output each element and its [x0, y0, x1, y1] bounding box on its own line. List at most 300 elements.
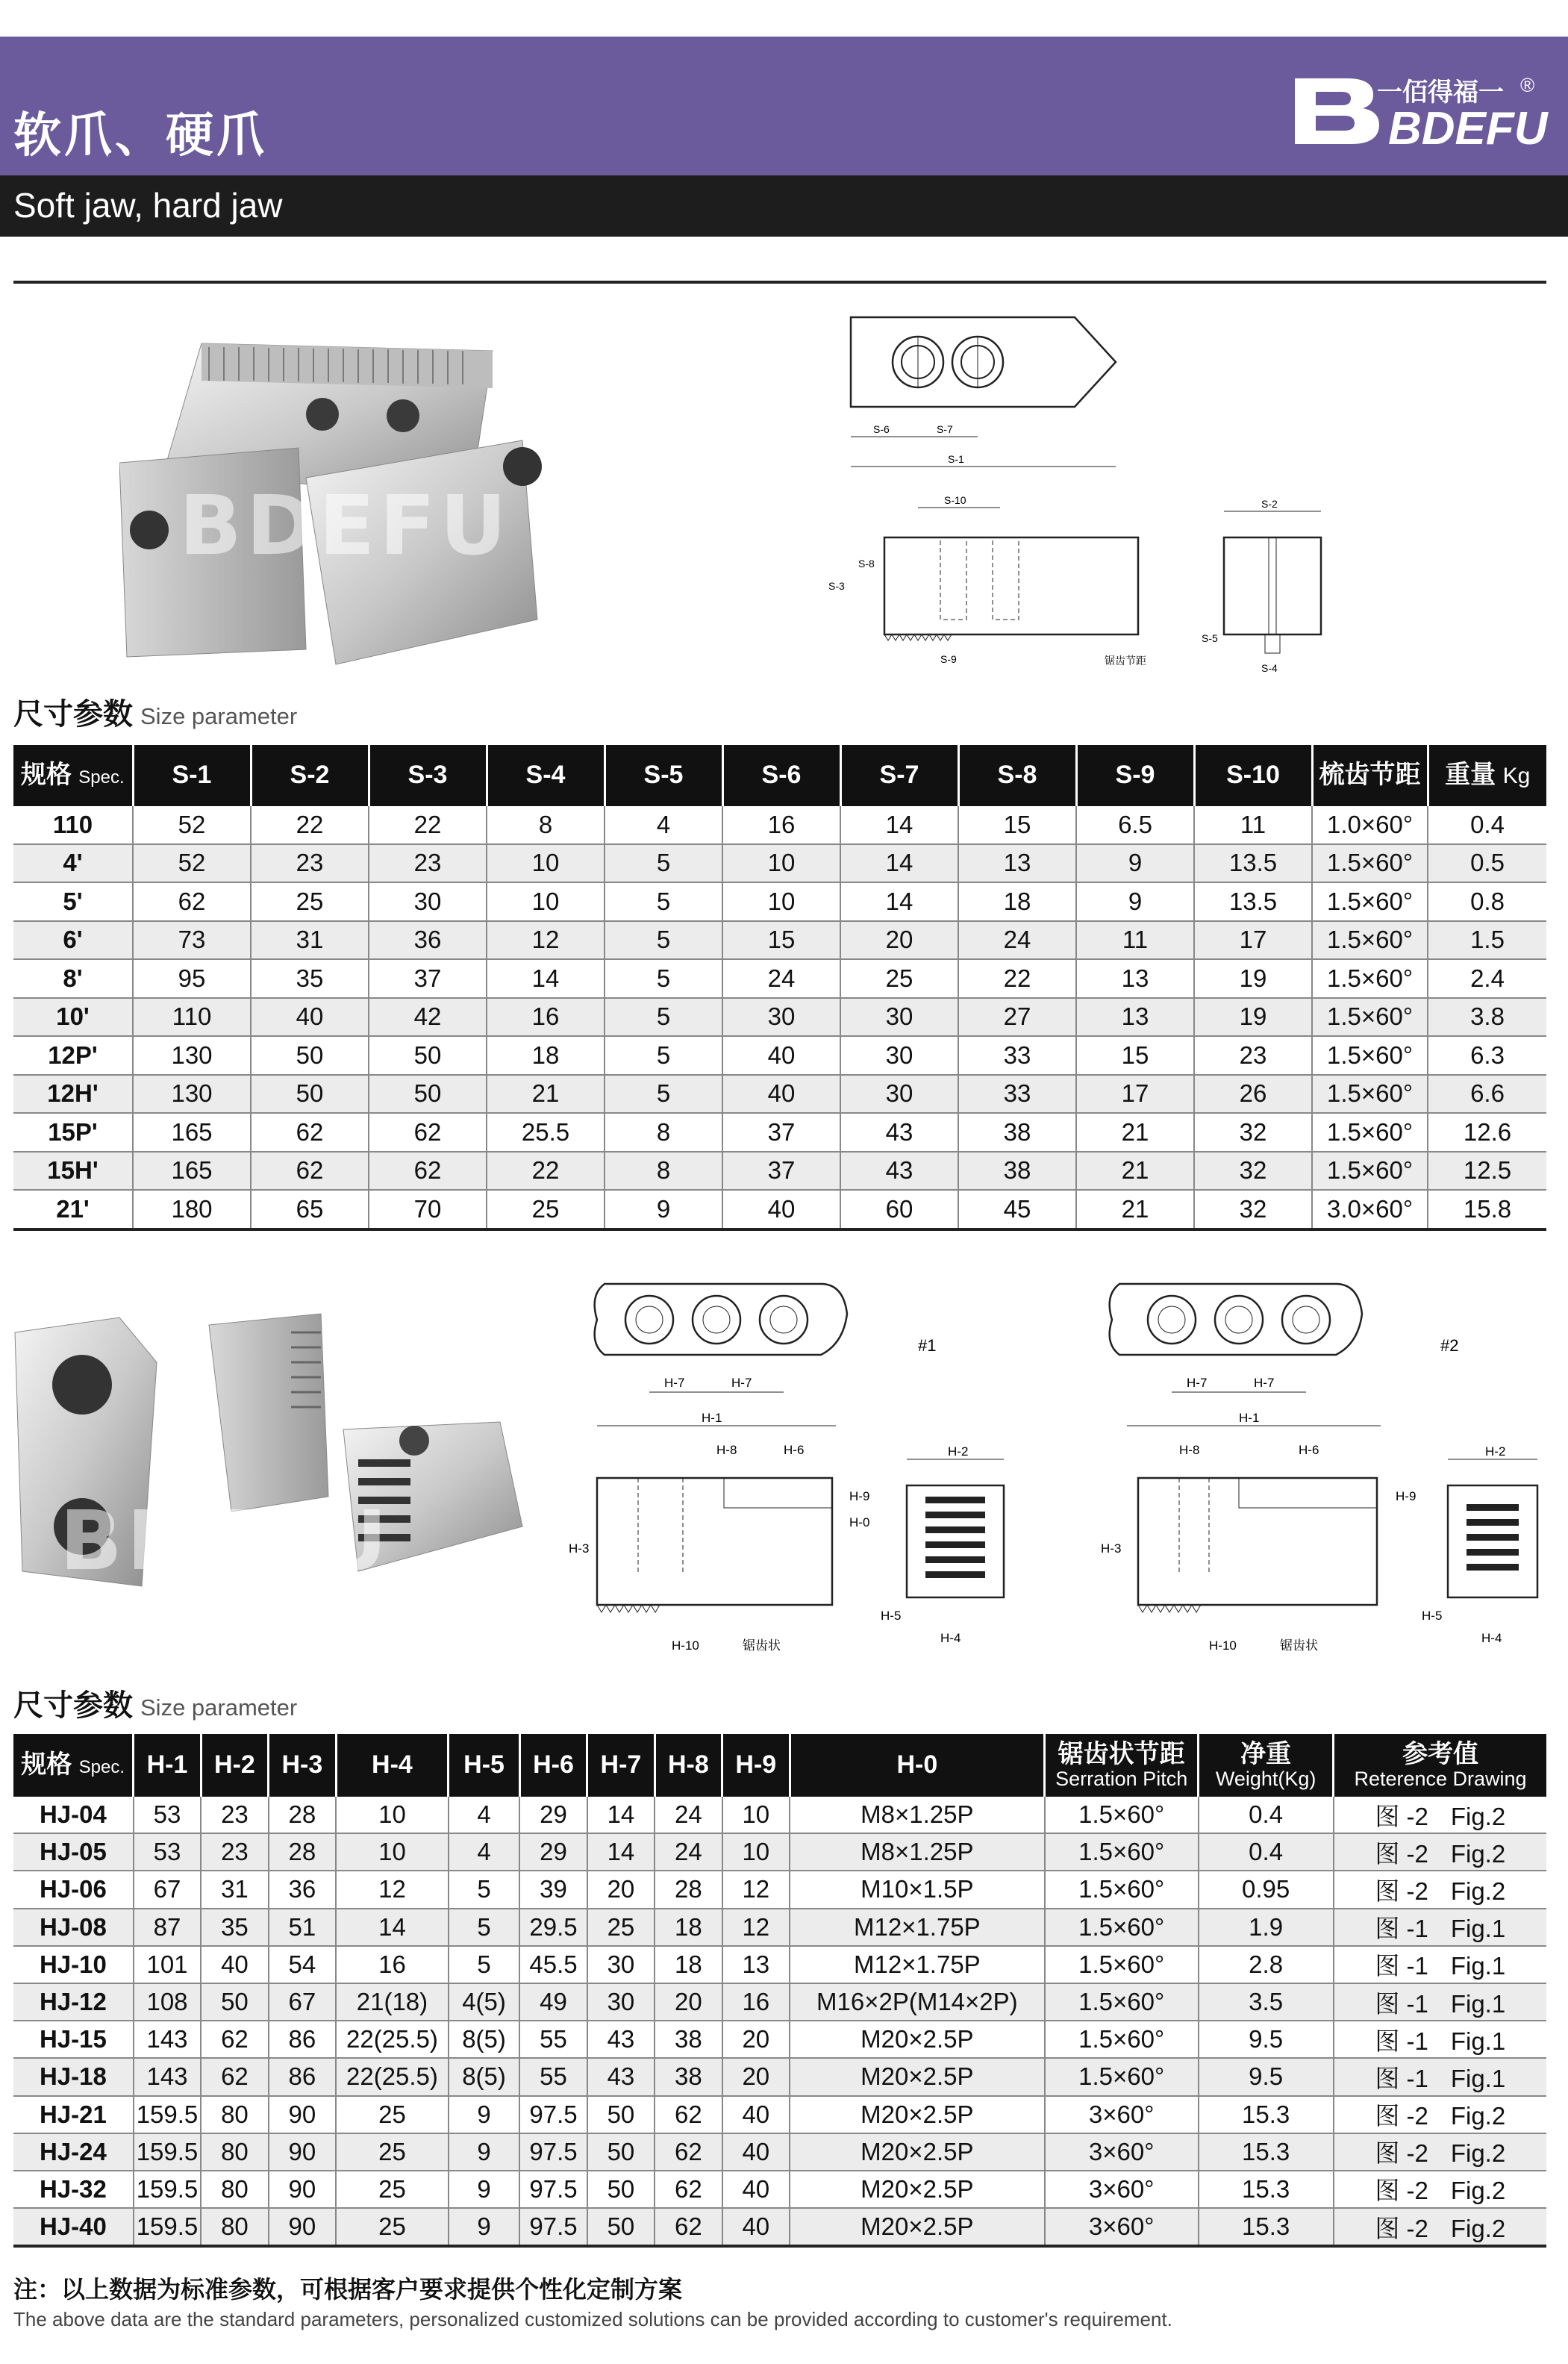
spec-cell: 110	[13, 806, 133, 844]
reference-en: Fig.1	[1450, 2064, 1506, 2092]
table-cell: 10	[487, 844, 605, 883]
dim-s4: S-4	[1261, 662, 1278, 674]
table-cell: 15.3	[1199, 2096, 1334, 2133]
dim-s9: S-9	[940, 653, 957, 665]
table-cell: 3.8	[1428, 998, 1546, 1037]
table-cell: M20×2.5P	[790, 2208, 1045, 2246]
dim2-h2: H-2	[1485, 1444, 1506, 1459]
table-cell: 32	[1194, 1152, 1312, 1191]
reference-en: Fig.1	[1450, 1989, 1506, 2018]
table-cell: 45.5	[519, 1946, 587, 1983]
table-cell: 1.5×60°	[1312, 1113, 1428, 1152]
table-cell: 15	[1076, 1036, 1194, 1075]
table-cell: 40	[251, 998, 369, 1037]
table-cell: 1.5	[1428, 921, 1546, 960]
table-cell: 50	[251, 1036, 369, 1075]
reference-en: Fig.2	[1450, 2214, 1506, 2242]
table-row	[13, 1946, 1546, 1983]
table-cell: 67	[134, 1871, 201, 1908]
reference-en: Fig.2	[1450, 1877, 1506, 1905]
table-cell: 28	[269, 1833, 336, 1871]
table-cell: 40	[722, 2208, 790, 2246]
dim-s2: S-2	[1261, 498, 1278, 510]
table-cell: 6.6	[1428, 1075, 1546, 1114]
spec-cell: HJ-40	[13, 2208, 134, 2246]
logo-cn-text: 一佰得福一	[1377, 78, 1504, 107]
watermark-2: BDEFU	[60, 1493, 392, 1588]
table-cell: 23	[369, 844, 487, 883]
table-cell: 6.5	[1076, 806, 1194, 844]
table-cell: 0.5	[1428, 844, 1546, 883]
table-cell: 16	[487, 998, 605, 1037]
table-cell: 110	[133, 998, 251, 1037]
soft-jaw-top-view	[821, 306, 1194, 485]
table-cell: 80	[201, 2171, 268, 2208]
table-cell: 67	[269, 1983, 336, 2021]
table-cell: 10	[336, 1833, 449, 1871]
table-cell: 14	[487, 959, 605, 998]
dim-h1: H-1	[702, 1411, 722, 1425]
spec-cell: HJ-15	[13, 2021, 134, 2058]
table-cell: 1.5×60°	[1045, 2058, 1199, 2095]
table-row	[13, 998, 1546, 1037]
table-cell: M20×2.5P	[790, 2096, 1045, 2133]
dim-h4: H-4	[940, 1631, 961, 1645]
spec-cell: 15P'	[13, 1113, 133, 1152]
table-cell: 33	[958, 1075, 1076, 1114]
reference-cell	[1334, 1833, 1546, 1871]
table-cell: 62	[251, 1113, 369, 1152]
table-cell: 13	[958, 844, 1076, 883]
table-cell: 21	[487, 1075, 605, 1114]
watermark-1: BDEFU	[179, 478, 511, 573]
table-cell: 5	[605, 998, 722, 1037]
registered-mark: ®	[1520, 74, 1535, 96]
table-cell: 62	[369, 1113, 487, 1152]
table-cell: 22	[251, 806, 369, 844]
table-cell: 12	[722, 1909, 790, 1946]
table-cell: 21	[1076, 1190, 1194, 1229]
table-cell: 9.5	[1199, 2021, 1334, 2058]
table-cell: 20	[655, 1983, 722, 2021]
reference-cn: 图 -2	[1375, 2102, 1428, 2130]
table-cell: 1.9	[1199, 1909, 1334, 1946]
table-cell: 13	[722, 1946, 790, 1983]
reference-cn: 图 -2	[1375, 2177, 1428, 2205]
soft-jaw-front-view	[821, 493, 1194, 679]
col-spec-en: Spec.	[78, 767, 125, 788]
table-cell: 8	[605, 1113, 722, 1152]
dim-h8: H-8	[716, 1443, 737, 1457]
col2-weight-cn: 净重	[1240, 1739, 1292, 1768]
dim2-h3: H-3	[1101, 1541, 1122, 1556]
reference-en: Fig.2	[1450, 2139, 1506, 2168]
dim-h2: H-2	[948, 1444, 969, 1459]
spec-cell: 8'	[13, 959, 133, 998]
spec-cell: HJ-12	[13, 1983, 134, 2021]
table-cell: 4	[605, 806, 722, 844]
table-cell: 43	[587, 2058, 655, 2095]
table-row	[13, 844, 1546, 883]
col-h4: H-4	[336, 1734, 449, 1797]
col-reference-en: Reterence Drawing	[1354, 1767, 1527, 1790]
table-cell: M20×2.5P	[790, 2133, 1045, 2171]
dim-h6: H-6	[784, 1443, 805, 1457]
spec-cell: 21'	[13, 1190, 133, 1229]
col-weight	[1199, 1734, 1334, 1797]
dim-s5: S-5	[1202, 632, 1218, 644]
table-cell: 60	[840, 1190, 958, 1229]
dim-s8: S-8	[858, 558, 875, 570]
table-cell: 90	[269, 2171, 336, 2208]
table-cell: 3×60°	[1045, 2171, 1199, 2208]
table-cell: 15.8	[1428, 1190, 1546, 1229]
table-cell: 1.0×60°	[1312, 806, 1428, 844]
table-cell: 19	[1194, 959, 1312, 998]
table-cell: 35	[251, 959, 369, 998]
table-cell: 19	[1194, 998, 1312, 1037]
dim-s6: S-6	[873, 423, 890, 435]
table-cell: 54	[269, 1946, 336, 1983]
table-cell: 22	[958, 959, 1076, 998]
table-cell: 18	[655, 1946, 722, 1983]
table-cell: 45	[958, 1190, 1076, 1229]
table-cell: 5	[605, 844, 722, 883]
col2-spec-en: Spec.	[78, 1757, 125, 1778]
table-cell: 51	[269, 1909, 336, 1946]
col-weight-cn: 重量	[1445, 761, 1496, 790]
table-cell: 24	[655, 1797, 722, 1833]
table-cell: 3.0×60°	[1312, 1190, 1428, 1229]
table-cell: 159.5	[134, 2171, 201, 2208]
table-row	[13, 2058, 1546, 2095]
table-row	[13, 959, 1546, 998]
table-cell: 101	[134, 1946, 201, 1983]
table-cell: 20	[722, 2021, 790, 2058]
table-cell: 14	[840, 806, 958, 844]
table-row	[13, 1871, 1546, 1908]
table-cell: 62	[369, 1152, 487, 1191]
table-cell: 10	[722, 1833, 790, 1871]
table-cell: 1.5×60°	[1312, 1152, 1428, 1191]
table-cell: 43	[840, 1113, 958, 1152]
table-cell: 23	[201, 1797, 268, 1833]
table-cell: 3×60°	[1045, 2096, 1199, 2133]
table-cell: 9	[449, 2171, 519, 2208]
table-cell: 37	[722, 1152, 840, 1191]
col-h9: H-9	[722, 1734, 790, 1797]
table-cell: 29	[519, 1833, 587, 1871]
table-cell: 12	[722, 1871, 790, 1908]
table-cell: 165	[133, 1113, 251, 1152]
table-cell: 130	[133, 1036, 251, 1075]
table-cell: 1.5×60°	[1045, 2021, 1199, 2058]
table-cell: 62	[655, 2171, 722, 2208]
table-cell: 97.5	[519, 2133, 587, 2171]
table-cell: 20	[587, 1871, 655, 1908]
table-cell: M12×1.75P	[790, 1946, 1045, 1983]
table-cell: 95	[133, 959, 251, 998]
table-cell: M20×2.5P	[790, 2021, 1045, 2058]
table-row	[13, 806, 1546, 844]
table-cell: 20	[722, 2058, 790, 2095]
fig2-label: #2	[1440, 1336, 1459, 1355]
reference-en: Fig.2	[1450, 1802, 1506, 1830]
col-h7: H-7	[587, 1734, 655, 1797]
table-cell: 25	[336, 2133, 449, 2171]
col-reference	[1334, 1734, 1546, 1797]
col-s2: S-2	[251, 745, 369, 806]
reference-cell	[1334, 2208, 1546, 2246]
dim-s1: S-1	[948, 453, 964, 465]
spec-cell: 6'	[13, 921, 133, 960]
dim-h3: H-3	[569, 1541, 590, 1556]
table-cell: 25	[487, 1190, 605, 1229]
reference-en: Fig.2	[1450, 2177, 1506, 2205]
table-cell: 1.5×60°	[1045, 1833, 1199, 1871]
col-s5: S-5	[605, 745, 722, 806]
reference-cn: 图 -1	[1375, 2064, 1428, 2092]
soft-jaw-table	[13, 745, 1546, 1231]
col-pitch: 梳齿节距	[1312, 745, 1428, 806]
table-cell: 87	[134, 1909, 201, 1946]
col-serration-cn: 锯齿状节距	[1058, 1739, 1185, 1768]
table-cell: 29	[519, 1797, 587, 1833]
col-spec	[13, 745, 133, 806]
table-cell: 62	[133, 882, 251, 921]
dim2-h4: H-4	[1481, 1631, 1502, 1645]
table-cell: 14	[840, 844, 958, 883]
table-row	[13, 2096, 1546, 2133]
spec-cell: HJ-24	[13, 2133, 134, 2171]
table-cell: 70	[369, 1190, 487, 1229]
table-cell: 1.5×60°	[1045, 1871, 1199, 1908]
table-cell: 50	[587, 2133, 655, 2171]
dim-h5: H-5	[881, 1609, 902, 1623]
table-cell: 43	[587, 2021, 655, 2058]
table-cell: 1.5×60°	[1045, 1797, 1199, 1833]
dim-serration: 锯齿状	[743, 1638, 781, 1653]
table-cell: 36	[269, 1871, 336, 1908]
table-cell: 31	[201, 1871, 268, 1908]
footnote-en: The above data are the standard parameters, personalized customized solutions can be provided according to customer's requirement.	[13, 2308, 1172, 2330]
table-cell: 50	[587, 2208, 655, 2246]
table-cell: 11	[1076, 921, 1194, 960]
table-cell: 21(18)	[336, 1983, 449, 2021]
table-cell: 1.5×60°	[1045, 1983, 1199, 2021]
table-cell: 5	[605, 1075, 722, 1114]
section-title-hard-en: Size parameter	[140, 1694, 298, 1721]
table-cell: 62	[655, 2096, 722, 2133]
table-row	[13, 1075, 1546, 1114]
page-subtitle: Soft jaw, hard jaw	[13, 186, 283, 225]
table-header-row	[13, 1734, 1546, 1797]
table-cell: 4	[449, 1797, 519, 1833]
table-cell: 1.5×60°	[1312, 1075, 1428, 1114]
reference-cell	[1334, 1983, 1546, 2021]
table-cell: 50	[369, 1036, 487, 1075]
table-cell: 50	[587, 2171, 655, 2208]
reference-cell	[1334, 1946, 1546, 1983]
table-cell: 8(5)	[449, 2021, 519, 2058]
col-s10: S-10	[1194, 745, 1312, 806]
reference-cn: 图 -2	[1375, 1839, 1428, 1868]
table-cell: 16	[722, 1983, 790, 2021]
col-h6: H-6	[519, 1734, 587, 1797]
table-cell: 25	[587, 1909, 655, 1946]
table-cell: 52	[133, 806, 251, 844]
table-row	[13, 921, 1546, 960]
table-cell: 17	[1076, 1075, 1194, 1114]
table-cell: 1.5×60°	[1312, 844, 1428, 883]
table-cell: 22(25.5)	[336, 2021, 449, 2058]
col-s3: S-3	[369, 745, 487, 806]
table-cell: 50	[201, 1983, 268, 2021]
table-cell: 23	[1194, 1036, 1312, 1075]
col-serration-pitch	[1045, 1734, 1199, 1797]
reference-cn: 图 -2	[1375, 2139, 1428, 2168]
table-cell: 4	[449, 1833, 519, 1871]
table-cell: 24	[655, 1833, 722, 1871]
table-cell: 12	[336, 1871, 449, 1908]
table-cell: M20×2.5P	[790, 2058, 1045, 2095]
table-cell: 180	[133, 1190, 251, 1229]
table-cell: 2.8	[1199, 1946, 1334, 1983]
table-cell: 21	[1076, 1113, 1194, 1152]
reference-en: Fig.1	[1450, 1952, 1506, 1980]
section-title-hard	[13, 1682, 297, 1724]
table-cell: 1.5×60°	[1312, 921, 1428, 960]
reference-cell	[1334, 2133, 1546, 2171]
col-h0: H-0	[790, 1734, 1045, 1797]
table-row	[13, 1190, 1546, 1229]
table-cell: 24	[958, 921, 1076, 960]
table-cell: 40	[722, 2096, 790, 2133]
table-cell: 40	[722, 1075, 840, 1114]
dim-h10: H-10	[672, 1638, 699, 1653]
hard-jaw-table	[13, 1734, 1546, 2248]
table-cell: 62	[201, 2021, 268, 2058]
col-s7: S-7	[840, 745, 958, 806]
spec-cell: 12P'	[13, 1036, 133, 1075]
table-cell: 11	[1194, 806, 1312, 844]
table-cell: 38	[655, 2021, 722, 2058]
table-cell: 9	[1076, 882, 1194, 921]
table-cell: 25.5	[487, 1113, 605, 1152]
table-cell: 13	[1076, 998, 1194, 1037]
table-row	[13, 1909, 1546, 1946]
reference-cn: 图 -2	[1375, 1802, 1428, 1830]
table-cell: 13	[1076, 959, 1194, 998]
table-row	[13, 1797, 1546, 1833]
table-cell: 26	[1194, 1075, 1312, 1114]
table-cell: 18	[958, 882, 1076, 921]
table-cell: M16×2P(M14×2P)	[790, 1983, 1045, 2021]
col2-spec-cn: 规格	[21, 1750, 72, 1780]
table-cell: 43	[840, 1152, 958, 1191]
table-cell: 5	[605, 1036, 722, 1075]
table-cell: 62	[201, 2058, 268, 2095]
table-cell: 40	[722, 1190, 840, 1229]
fig1-label: #1	[918, 1336, 937, 1355]
table-row	[13, 2171, 1546, 2208]
table-cell: 143	[134, 2021, 201, 2058]
col-s8: S-8	[958, 745, 1076, 806]
spec-cell: 4'	[13, 844, 133, 883]
table-cell: 62	[655, 2208, 722, 2246]
table-cell: 10	[722, 844, 840, 883]
table-cell: 80	[201, 2208, 268, 2246]
reference-cn: 图 -1	[1375, 1915, 1428, 1943]
table-cell: 18	[487, 1036, 605, 1075]
table-cell: 29.5	[519, 1909, 587, 1946]
dim-s3: S-3	[828, 580, 845, 592]
table-cell: 2.4	[1428, 959, 1546, 998]
reference-cn: 图 -1	[1375, 1989, 1428, 2018]
col-h2: H-2	[201, 1734, 268, 1797]
table-cell: 159.5	[134, 2208, 201, 2246]
dim-pitch: 锯齿节距	[1105, 655, 1146, 667]
table-cell: 80	[201, 2133, 268, 2171]
dim-h9: H-9	[849, 1489, 870, 1503]
table-cell: 86	[269, 2058, 336, 2095]
table-cell: 53	[134, 1797, 201, 1833]
table-cell: 28	[655, 1871, 722, 1908]
footnote-cn: 注：以上数据为标准参数，可根据客户要求提供个性化定制方案	[13, 2275, 683, 2304]
table-cell: 0.95	[1199, 1871, 1334, 1908]
table-cell: M10×1.5P	[790, 1871, 1045, 1908]
table-cell: 90	[269, 2096, 336, 2133]
table-cell: 6.3	[1428, 1036, 1546, 1075]
table-cell: 32	[1194, 1190, 1312, 1229]
table-cell: 14	[840, 882, 958, 921]
table-row	[13, 1833, 1546, 1871]
table-cell: 80	[201, 2096, 268, 2133]
col-h8: H-8	[655, 1734, 722, 1797]
table-cell: 55	[519, 2021, 587, 2058]
dim2-h7-b: H-7	[1254, 1376, 1275, 1390]
table-cell: 30	[722, 998, 840, 1037]
table-cell: 97.5	[519, 2171, 587, 2208]
reference-cell	[1334, 2171, 1546, 2208]
table-cell: 159.5	[134, 2133, 201, 2171]
table-cell: 1.5×60°	[1045, 1946, 1199, 1983]
reference-cn: 图 -2	[1375, 1877, 1428, 1905]
section-title-soft-en: Size parameter	[140, 703, 298, 729]
table-cell: 8	[487, 806, 605, 844]
table-cell: 97.5	[519, 2208, 587, 2246]
reference-cn: 图 -2	[1375, 2214, 1428, 2242]
table-row	[13, 2133, 1546, 2171]
dim-h7-b: H-7	[731, 1376, 752, 1390]
table-cell: 14	[336, 1909, 449, 1946]
table-cell: 36	[369, 921, 487, 960]
page-title: 软爪、硬爪	[13, 108, 267, 163]
reference-cell	[1334, 1797, 1546, 1833]
table-cell: 0.4	[1199, 1833, 1334, 1871]
hard-jaw-fig2-drawing	[1097, 1269, 1560, 1687]
table-cell: 42	[369, 998, 487, 1037]
dim-s10: S-10	[944, 494, 966, 506]
reference-cell	[1334, 2096, 1546, 2133]
spec-cell: HJ-05	[13, 1833, 134, 1871]
table-row	[13, 882, 1546, 921]
table-cell: 90	[269, 2208, 336, 2246]
table-cell: 4(5)	[449, 1983, 519, 2021]
divider-top	[13, 281, 1546, 284]
table-cell: 39	[519, 1871, 587, 1908]
table-cell: 25	[336, 2096, 449, 2133]
